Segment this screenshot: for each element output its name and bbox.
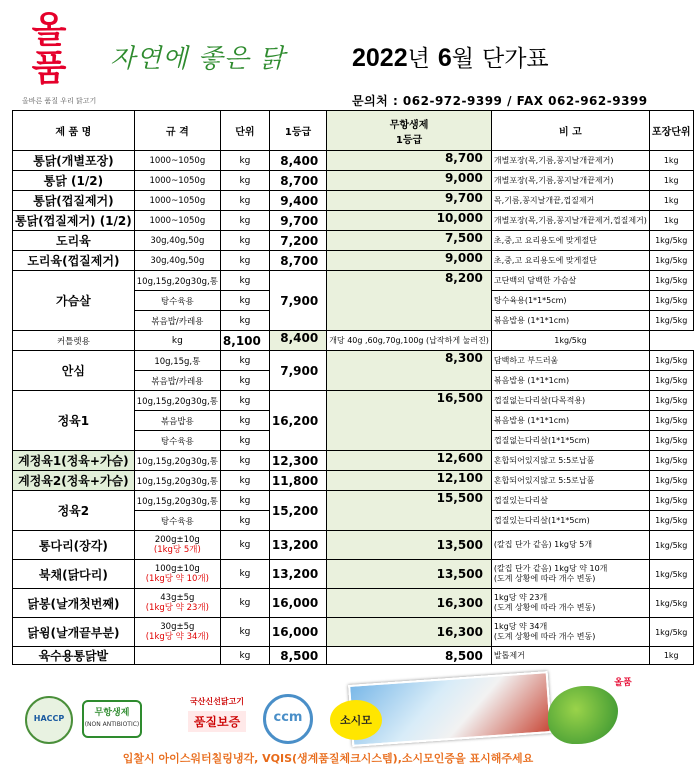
grade1-price: 7,200 (269, 231, 326, 251)
meat2-unit-2: kg (220, 511, 269, 531)
meat2-ab: 15,500 (327, 491, 492, 531)
meat1-unit-2: kg (220, 411, 269, 431)
tenderloin-name: 안심 (13, 351, 135, 391)
breast-ab: 8,200 (327, 271, 492, 331)
breast-note-3: 볶음밥용 (1*1*1cm) (491, 311, 649, 331)
spec-count: (1kg당 약 34개) (145, 632, 209, 642)
product-note: 혼합되어있지않고 5:5로납품 (491, 471, 649, 491)
pack-unit: 1kg (649, 211, 693, 231)
table-row (13, 151, 694, 171)
patty-unit: kg (134, 331, 220, 351)
grade1-price: 9,400 (269, 191, 326, 211)
spec-weight: 43g±5g (160, 593, 195, 603)
product-unit: kg (220, 589, 269, 618)
antibiotic-free-price: 12,600 (327, 451, 492, 471)
product-unit: kg (220, 211, 269, 231)
product-name: 통다리(장각) (13, 531, 135, 560)
breast-pack-3: 1kg/5kg (649, 311, 693, 331)
pack-unit: 1kg/5kg (649, 471, 693, 491)
spec-count: (1kg당 약 23개) (145, 603, 209, 613)
meat1-name: 정육1 (13, 391, 135, 451)
pack-unit: 1kg/5kg (649, 251, 693, 271)
grade1-price: 8,700 (269, 171, 326, 191)
product-name: 도리육(껍질제거) (13, 251, 135, 271)
footer-logos (0, 678, 656, 748)
antibiotic-free-price: 9,000 (327, 171, 492, 191)
spec-count: (1kg당 5개) (153, 545, 201, 555)
product-spec: 30g,40g,50g (134, 251, 220, 271)
product-spec: 10g,15g,20g30g,통 (134, 471, 220, 491)
meat2-pack-1: 1kg/5kg (649, 491, 693, 511)
breast-note-1: 고단백의 담백한 가슴살 (491, 271, 649, 291)
meat1-unit-1: kg (220, 391, 269, 411)
non-antibiotic-badge (82, 700, 142, 738)
product-spec: 1000~1050g (134, 211, 220, 231)
pack-unit: 1kg/5kg (649, 589, 693, 618)
table-row (13, 171, 694, 191)
note-line2: (도계 상황에 따라 개수 변동) (493, 632, 596, 641)
meat2-note-1: 껍질있는다리살 (491, 491, 649, 511)
table-header-row (13, 111, 694, 151)
product-note (491, 560, 649, 589)
product-note: 혼합되어있지않고 5:5로납품 (491, 451, 649, 471)
product-spec (134, 618, 220, 647)
title-year-suffix: 년 (407, 46, 430, 72)
breast-spec-1: 10g,15g,20g30g,통 (134, 271, 220, 291)
spec-weight: 200g±10g (154, 535, 200, 545)
table-row (13, 211, 694, 231)
grade1-price: 13,200 (269, 560, 326, 589)
product-unit: kg (220, 151, 269, 171)
quality-big-label: 품질보증 (188, 711, 246, 732)
meat2-grade1: 15,200 (269, 491, 326, 531)
meat2-rows (13, 491, 694, 531)
meat2-note-2: 껍질있는다리살(1*1*5cm) (491, 511, 649, 531)
product-unit: kg (220, 471, 269, 491)
breast-pack-2: 1kg/5kg (649, 291, 693, 311)
antibiotic-free-price: 10,000 (327, 211, 492, 231)
pack-unit: 1kg/5kg (649, 451, 693, 471)
table-row (13, 451, 694, 471)
grade1-price: 8,400 (269, 151, 326, 171)
product-name: 계정육1(정육+가슴) (13, 451, 135, 471)
tenderloin-spec-2: 볶음밥/카레용 (134, 371, 220, 391)
product-spec (134, 589, 220, 618)
antibiotic-free-price: 13,500 (327, 560, 492, 589)
note-line1: (칼집 단가 같음) 1kg당 약 10개 (493, 564, 608, 573)
product-spec (134, 560, 220, 589)
tenderloin-note-2: 볶음밥용 (1*1*1cm) (491, 371, 649, 391)
feet-spec (134, 647, 220, 665)
table-row (13, 271, 694, 291)
nonanti-label: 무항생제 (94, 708, 130, 718)
breast-unit-3: kg (220, 311, 269, 331)
breast-rows (13, 271, 694, 351)
simple-rows (13, 151, 694, 271)
breast-unit-1: kg (220, 271, 269, 291)
product-spec: 1000~1050g (134, 191, 220, 211)
table-row (13, 391, 694, 411)
antibiotic-free-price: 16,300 (327, 589, 492, 618)
feet-grade1: 8,500 (269, 647, 326, 665)
product-name: 계정육2(정육+가슴) (13, 471, 135, 491)
haccp-badge: HACCP (25, 696, 73, 744)
tenderloin-note-1: 담백하고 부드러움 (491, 351, 649, 371)
feet-pack: 1kg (649, 647, 693, 665)
footer-notice: 입찰시 아이스워터칠링냉각, VQIS(생계품질체크시스템),소시모인증을 표시해주세요 (122, 752, 534, 765)
meat1-note-2: 볶음밥용 (1*1*1cm) (491, 411, 649, 431)
logo-script-text: 자연에 좋은 닭 (110, 44, 286, 74)
header-ab-line2: 1등급 (395, 134, 423, 146)
header-pack: 포장단위 (649, 111, 693, 151)
meat1-unit-3: kg (220, 431, 269, 451)
product-unit: kg (220, 451, 269, 471)
product-unit: kg (220, 531, 269, 560)
meat1-rows (13, 391, 694, 451)
antibiotic-free-price: 13,500 (327, 531, 492, 560)
product-note (491, 618, 649, 647)
pack-unit: 1kg/5kg (649, 231, 693, 251)
feet-name: 육수용통닭발 (13, 647, 135, 665)
note-line1: 1kg당 약 34개 (493, 622, 548, 631)
delivery-truck-photo (348, 671, 552, 747)
patty-pack: 1kg/5kg (491, 331, 649, 351)
spec-count: (1kg당 약 10개) (145, 574, 209, 584)
table-row (13, 531, 694, 560)
product-name: 통닭(껍질제거) (13, 191, 135, 211)
product-unit: kg (220, 191, 269, 211)
meat1-pack-2: 1kg/5kg (649, 411, 693, 431)
logo-sub-text: 올바른 품질 우리 닭고기 (22, 97, 97, 105)
note-line1: (칼집 단가 같음) 1kg당 5개 (493, 540, 593, 549)
title-year: 2022 (352, 44, 408, 72)
note-line2: (도계 상황에 따라 개수 변동) (493, 574, 596, 583)
product-note: 초,중,고 요리용도에 맞게절단 (491, 231, 649, 251)
breast-pack-1: 1kg/5kg (649, 271, 693, 291)
feet-ab: 8,500 (327, 647, 492, 665)
product-note (491, 589, 649, 618)
logo-main-text: 올품 (31, 10, 65, 89)
table-row (13, 251, 694, 271)
pack-unit: 1kg/5kg (649, 618, 693, 647)
tenderloin-pack-1: 1kg/5kg (649, 351, 693, 371)
product-note: 개별포장(목,기름,꽁지날개끝제거) (491, 151, 649, 171)
price-table (12, 110, 694, 665)
product-name: 통닭(개별포장) (13, 151, 135, 171)
note-line2: (도계 상황에 따라 개수 변동) (493, 603, 596, 612)
table-row (13, 191, 694, 211)
product-name: 도리육 (13, 231, 135, 251)
product-spec (134, 531, 220, 560)
feet-note: 발톱제거 (491, 647, 649, 665)
meat2-name: 정육2 (13, 491, 135, 531)
header-spec: 규 격 (134, 111, 220, 151)
meat2-pack-2: 1kg/5kg (649, 511, 693, 531)
grade1-price: 12,300 (269, 451, 326, 471)
antibiotic-free-price: 9,000 (327, 251, 492, 271)
quality-label: 국산신선닭고기 (189, 697, 245, 706)
product-note (491, 531, 649, 560)
meat1-pack-1: 1kg/5kg (649, 391, 693, 411)
table-row (13, 647, 694, 665)
meat1-spec-2: 볶음밥용 (134, 411, 220, 431)
ccm-badge: ccm (263, 694, 313, 744)
grade1-price: 16,000 (269, 618, 326, 647)
meat1-spec-3: 탕수육용 (134, 431, 220, 451)
spec-weight: 100g±10g (154, 564, 200, 574)
pack-unit: 1kg/5kg (649, 560, 693, 589)
meat1-pack-3: 1kg/5kg (649, 431, 693, 451)
grade1-price: 9,700 (269, 211, 326, 231)
table-row (13, 331, 694, 351)
page-title (352, 40, 549, 73)
product-spec: 1000~1050g (134, 171, 220, 191)
pack-unit: 1kg (649, 171, 693, 191)
header-unit: 단위 (220, 111, 269, 151)
parts-rows (13, 531, 694, 647)
product-spec: 1000~1050g (134, 151, 220, 171)
table-row (13, 231, 694, 251)
company-logo (18, 10, 298, 105)
mixed-rows (13, 451, 694, 491)
product-note: 개별포장(목,기름,꽁지날개끝제거) (491, 171, 649, 191)
patty-grade1: 8,100 (220, 331, 269, 351)
table-row (13, 491, 694, 511)
product-note: 개별포장(목,기름,꽁지날개끝제거,껍질제거) (491, 211, 649, 231)
product-name: 닭윙(날개끝부분) (13, 618, 135, 647)
quality-guarantee-badge (188, 696, 246, 744)
contact-info: 문의처 : 062-972-9399 / FAX 062-962-9399 (352, 94, 648, 108)
breast-grade1: 7,900 (269, 271, 326, 331)
pack-unit: 1kg (649, 191, 693, 211)
table-row (13, 351, 694, 371)
product-name: 통닭(껍질제거) (1/2) (13, 211, 135, 231)
sosimo-badge: 소시모 (330, 700, 382, 740)
product-unit: kg (220, 251, 269, 271)
grade1-price: 13,200 (269, 531, 326, 560)
grade1-price: 16,000 (269, 589, 326, 618)
patty-note: 개당 40g ,60g,70g,100g (납작하게 눌러진) (327, 331, 492, 351)
corner-logo: 올품 (614, 678, 632, 688)
product-spec: 10g,15g,20g30g,통 (134, 451, 220, 471)
meat1-spec-1: 10g,15g,20g30g,통 (134, 391, 220, 411)
note-line1: 1kg당 약 23개 (493, 593, 548, 602)
pack-unit: 1kg (649, 151, 693, 171)
product-spec: 30g,40g,50g (134, 231, 220, 251)
meat2-unit-1: kg (220, 491, 269, 511)
breast-unit-2: kg (220, 291, 269, 311)
tenderloin-ab: 8,300 (327, 351, 492, 391)
antibiotic-free-price: 8,700 (327, 151, 492, 171)
patty-ab: 8,400 (269, 331, 326, 351)
antibiotic-free-price: 7,500 (327, 231, 492, 251)
header-name: 제 품 명 (13, 111, 135, 151)
product-unit: kg (220, 171, 269, 191)
patty-spec: 커틀렛용 (13, 331, 135, 351)
breast-spec-2: 탕수육용 (134, 291, 220, 311)
header-grade1: 1등급 (269, 111, 326, 151)
table-row (13, 589, 694, 618)
antibiotic-free-price: 12,100 (327, 471, 492, 491)
table-row (13, 560, 694, 589)
product-name: 통닭 (1/2) (13, 171, 135, 191)
tenderloin-unit-2: kg (220, 371, 269, 391)
product-note: 목,기름,꽁지날개끝,껍질제거 (491, 191, 649, 211)
meat2-spec-1: 10g,15g,20g30g,통 (134, 491, 220, 511)
breast-name: 가슴살 (13, 271, 135, 331)
product-unit: kg (220, 560, 269, 589)
product-name: 북채(닭다리) (13, 560, 135, 589)
header-ab-line1: 무항생제 (389, 119, 429, 131)
meat1-ab: 16,500 (327, 391, 492, 451)
meat1-note-1: 껍질없는다리살(다목적용) (491, 391, 649, 411)
tenderloin-rows (13, 351, 694, 391)
tenderloin-pack-2: 1kg/5kg (649, 371, 693, 391)
title-month-suffix: 월 (451, 46, 474, 72)
table-row (13, 618, 694, 647)
feet-unit: kg (220, 647, 269, 665)
antibiotic-free-price: 16,300 (327, 618, 492, 647)
breast-note-2: 탕수육용(1*1*5cm) (491, 291, 649, 311)
table-row (13, 471, 694, 491)
feet-rows (13, 647, 694, 665)
product-note: 초,중,고 요리용도에 맞게절단 (491, 251, 649, 271)
tenderloin-grade1: 7,900 (269, 351, 326, 391)
grade1-price: 11,800 (269, 471, 326, 491)
header-antibiotic-free (327, 111, 492, 151)
title-month: 6 (437, 44, 452, 72)
spec-weight: 30g±5g (160, 622, 195, 632)
meat2-spec-2: 탕수육용 (134, 511, 220, 531)
grade1-price: 8,700 (269, 251, 326, 271)
antibiotic-free-price: 9,700 (327, 191, 492, 211)
tenderloin-unit-1: kg (220, 351, 269, 371)
product-unit: kg (220, 618, 269, 647)
header-note: 비 고 (491, 111, 649, 151)
product-unit: kg (220, 231, 269, 251)
tenderloin-spec-1: 10g,15g,통 (134, 351, 220, 371)
meat1-grade1: 16,200 (269, 391, 326, 451)
product-name: 닭봉(날개첫번째) (13, 589, 135, 618)
title-doc-name: 단가표 (482, 46, 549, 72)
meat1-note-3: 껍질없는다리살(1*1*5cm) (491, 431, 649, 451)
breast-spec-3: 볶음밥/카레용 (134, 311, 220, 331)
nonanti-sublabel: (NON ANTIBIOTIC) (84, 721, 140, 728)
pack-unit: 1kg/5kg (649, 531, 693, 560)
